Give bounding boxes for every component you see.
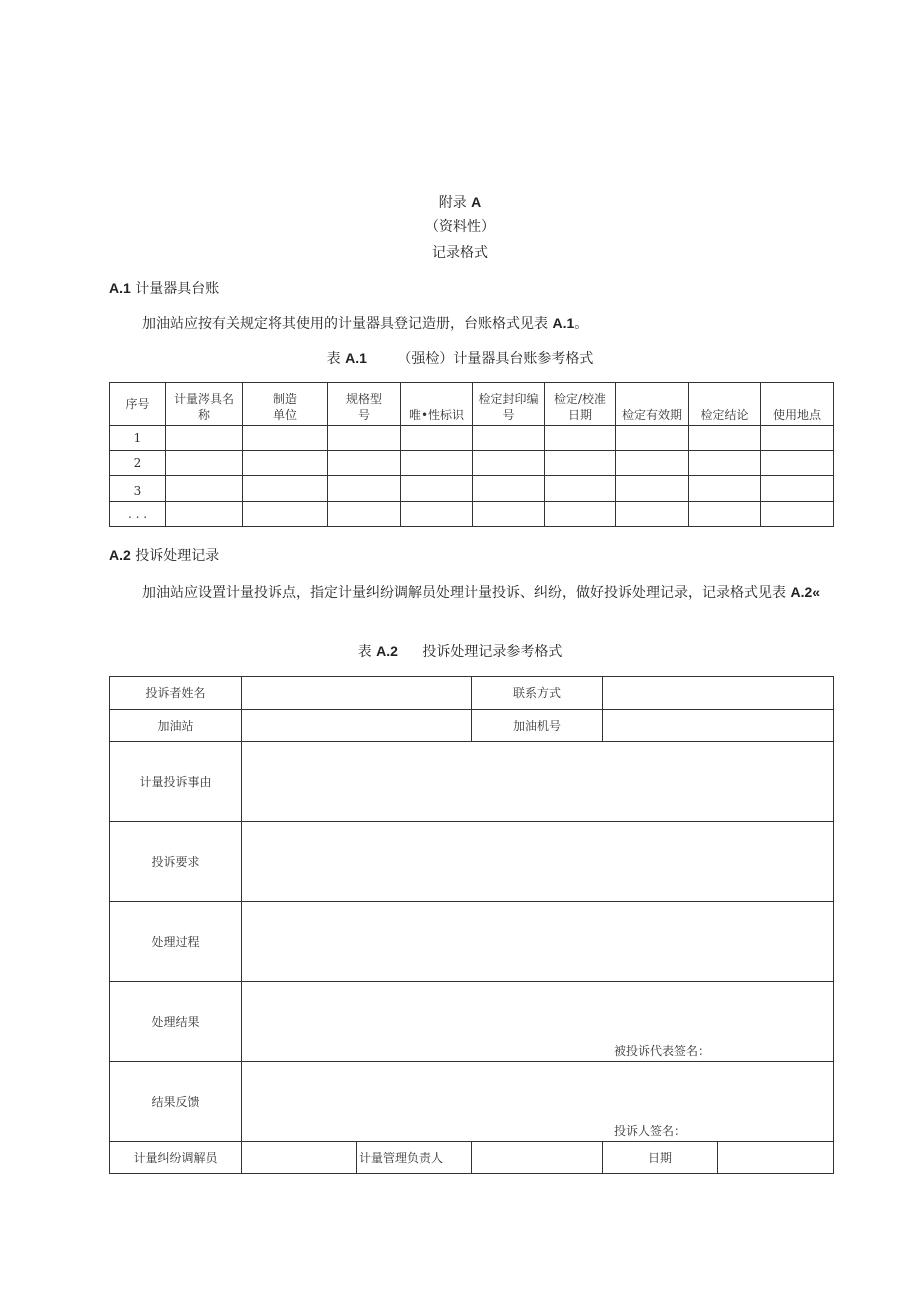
mediator-label: 计量纠纷调解员 [110, 1142, 242, 1174]
complainant-signature-label: 投诉人签名： [614, 1124, 687, 1138]
header-cell: 序号 [110, 383, 166, 426]
process-value [242, 902, 834, 982]
appendix-subtitle: 记录格式 [432, 245, 488, 261]
pump-number-value [603, 710, 834, 742]
header-cell: 检定有效期 [616, 383, 689, 426]
header-cell: 使用地点 [761, 383, 834, 426]
equipment-ledger-table [109, 382, 834, 527]
section2-paragraph: 加油站应设置计量投诉点，指定计量纠纷调解员处理计量投诉、纠纷，做好投诉处理记录，记录格式见表 A.2« [142, 584, 821, 601]
table-row [110, 1142, 834, 1174]
table-row [110, 710, 834, 742]
complainant-name-label: 投诉者姓名 [110, 677, 242, 710]
table-row [110, 476, 834, 502]
row-number: 2 [110, 451, 166, 476]
result-label: 处理结果 [110, 982, 242, 1062]
section2-heading: A.2 投诉处理记录 [109, 547, 220, 564]
header-cell: 检定封印编 号 [473, 383, 545, 426]
request-label: 投诉要求 [110, 822, 242, 902]
header-cell: 制造 单位 [243, 383, 328, 426]
complainant-name-value [242, 677, 472, 710]
manager-value [472, 1142, 603, 1174]
table-row [110, 502, 834, 527]
manager-label: 计量管理负责人 [357, 1142, 472, 1174]
header-cell: 计量涔具名 称 [166, 383, 243, 426]
section1-paragraph: 加油站应按有关规定将其使用的计量器具登记造册，台账格式见表 A.1。 [142, 315, 589, 332]
feedback-value [242, 1062, 834, 1142]
table1-caption: 表 A.1 （强检）计量器具台账参考格式 [326, 350, 594, 367]
respondent-signature-label: 被投诉代表签名： [614, 1044, 711, 1058]
table-row [110, 451, 834, 476]
table-row [110, 426, 834, 451]
table-row [110, 1062, 834, 1142]
process-label: 处理过程 [110, 902, 242, 982]
table-row [110, 742, 834, 822]
table-row [110, 822, 834, 902]
table-header-row [110, 383, 834, 426]
table-row [110, 982, 834, 1062]
table2-caption: 表 A.2 投诉处理记录参考格式 [357, 643, 563, 660]
header-cell: 唯•性标识 [401, 383, 473, 426]
row-number: . . . [110, 502, 166, 527]
feedback-label: 结果反馈 [110, 1062, 242, 1142]
station-label: 加油站 [110, 710, 242, 742]
appendix-nature: （资料性） [425, 219, 495, 235]
row-number: 3 [110, 476, 166, 502]
appendix-title: 附录 A [438, 194, 482, 211]
row-number: 1 [110, 426, 166, 451]
date-value [718, 1142, 834, 1174]
table-row [110, 677, 834, 710]
table-row [110, 902, 834, 982]
header-cell: 规格型 号 [328, 383, 401, 426]
section1-heading: A.1 计量器具台账 [109, 280, 220, 297]
result-value [242, 982, 834, 1062]
header-cell: 检定结论 [689, 383, 761, 426]
contact-value [603, 677, 834, 710]
mediator-value [242, 1142, 357, 1174]
date-label: 日期 [603, 1142, 718, 1174]
pump-number-label: 加油机号 [472, 710, 603, 742]
contact-label: 联系方式 [472, 677, 603, 710]
station-value [242, 710, 472, 742]
header-cell: 检定/校准 日期 [545, 383, 616, 426]
reason-label: 计量投诉事由 [110, 742, 242, 822]
reason-value [242, 742, 834, 822]
request-value [242, 822, 834, 902]
complaint-record-table [109, 676, 834, 1174]
